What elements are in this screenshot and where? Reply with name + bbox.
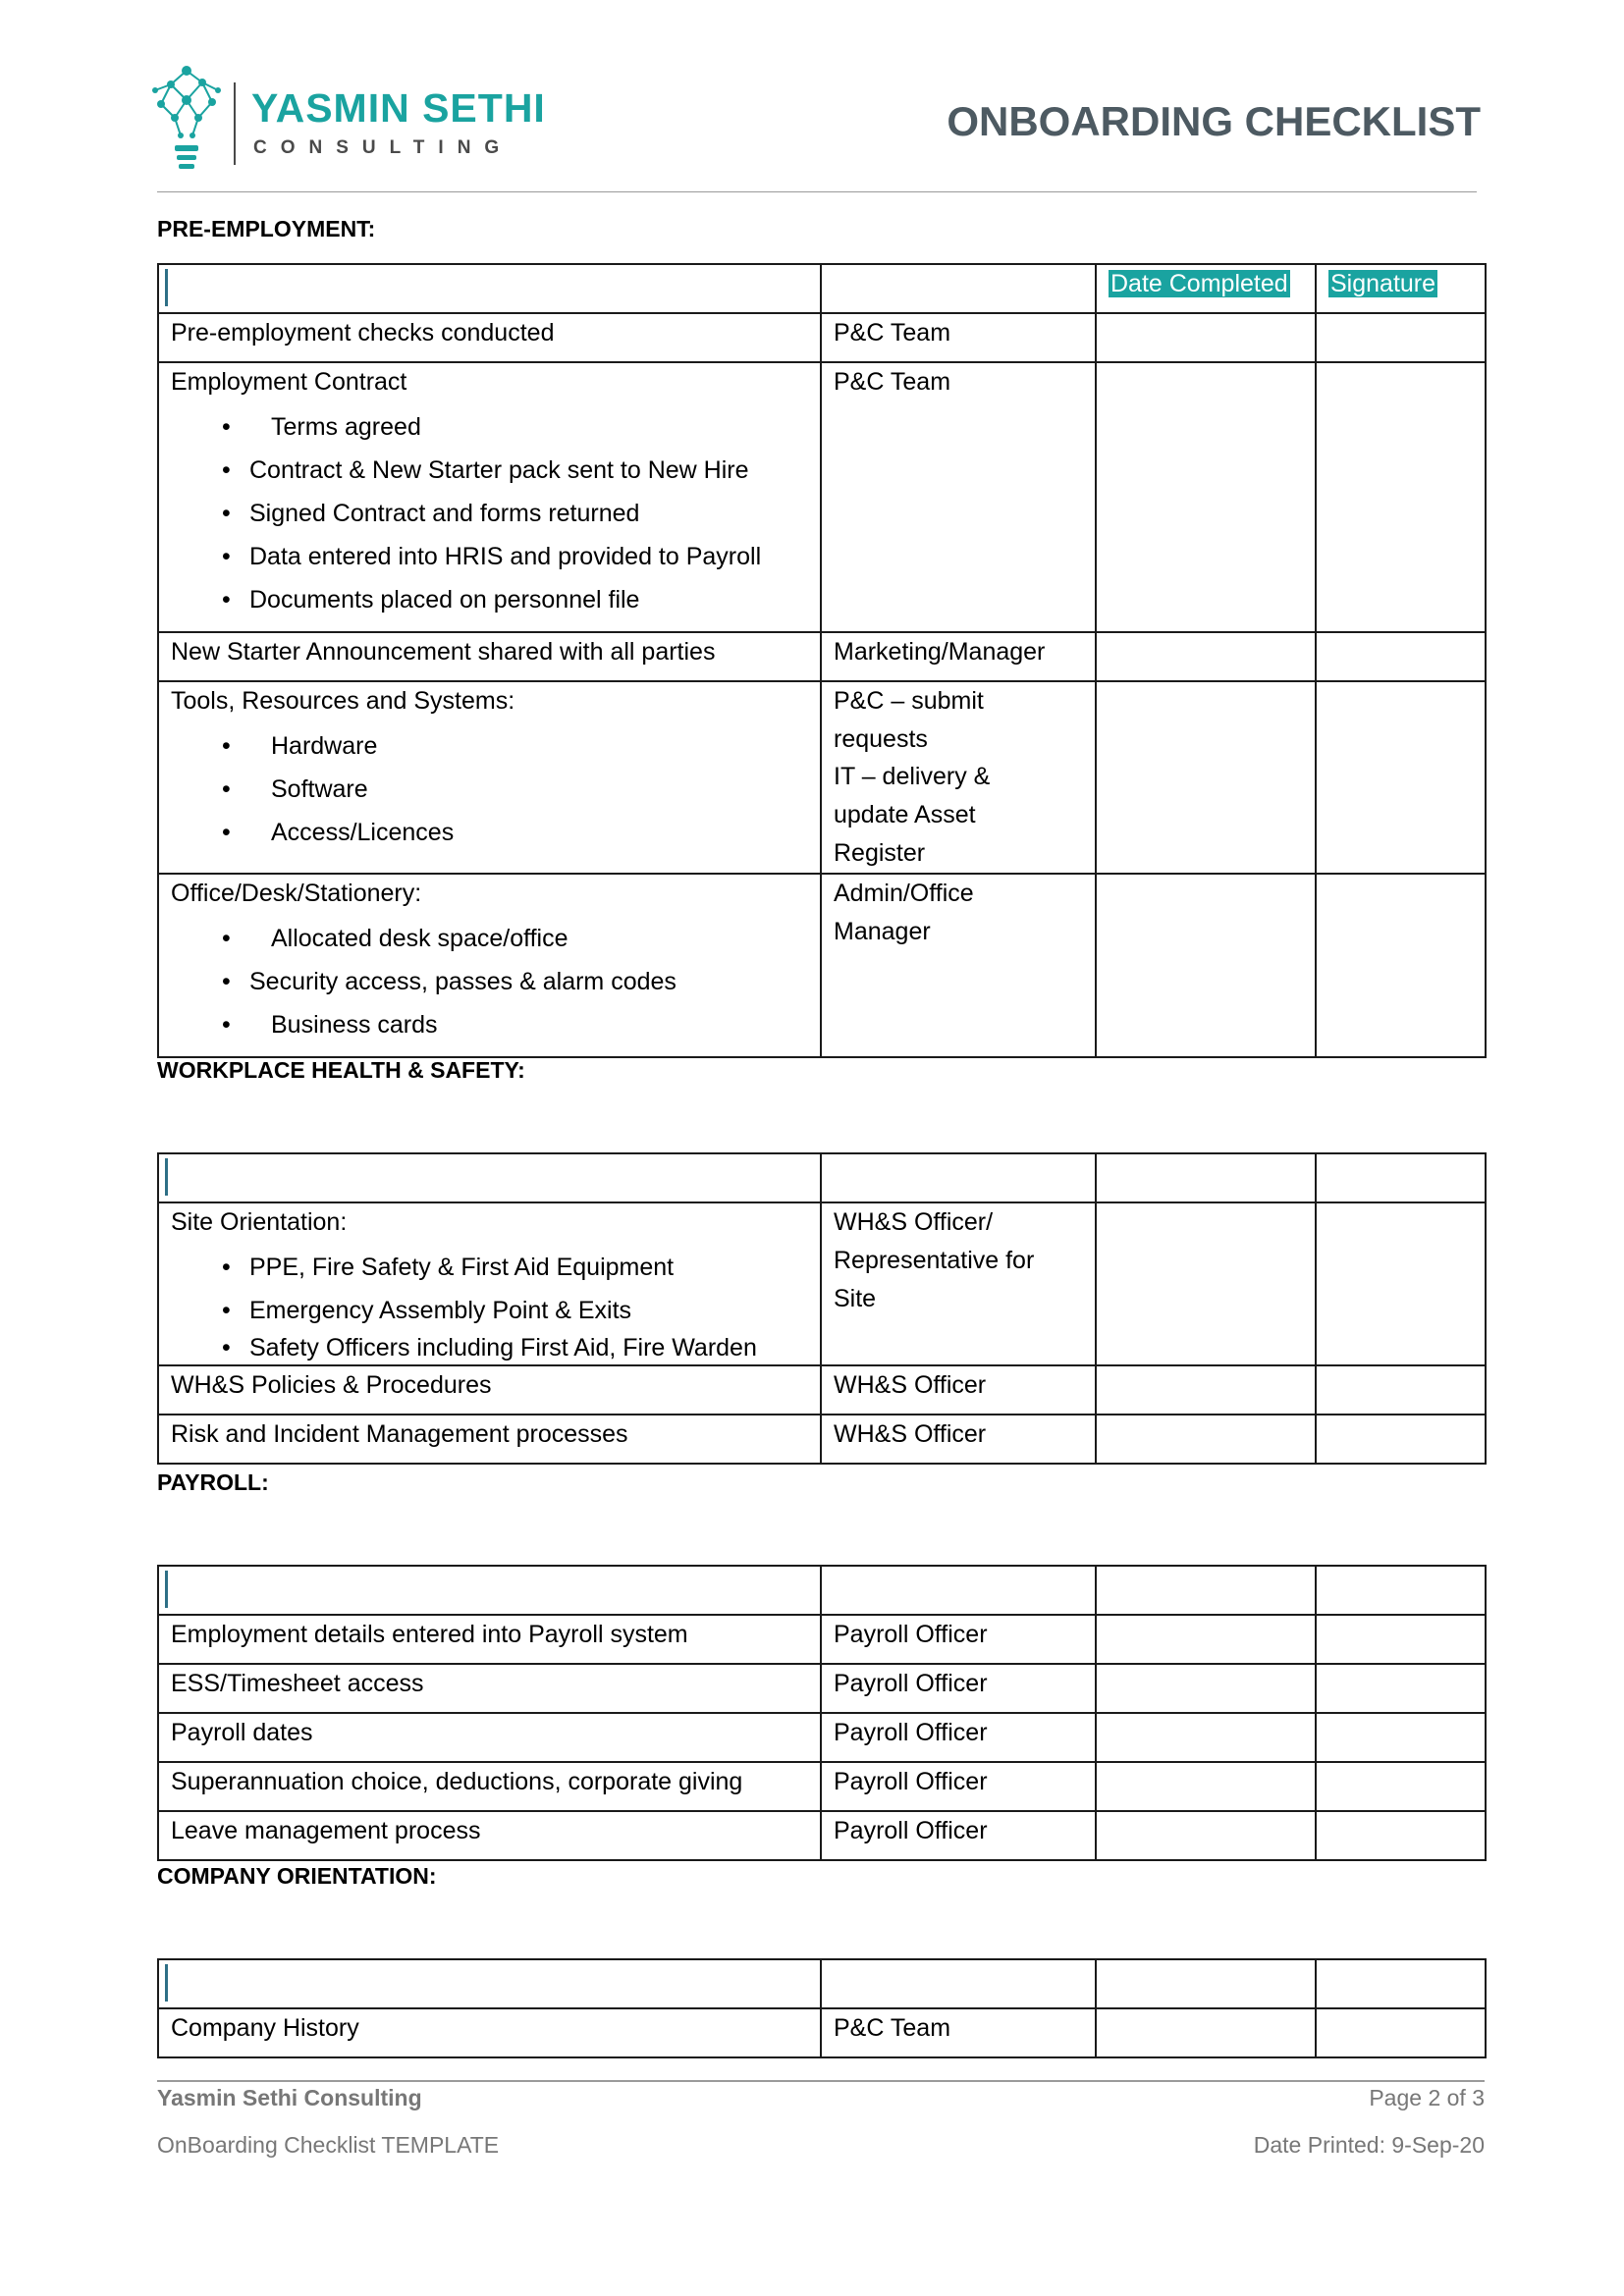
bullet-icon: • xyxy=(222,731,231,760)
signature-cell[interactable] xyxy=(1316,1415,1486,1464)
date-completed-cell[interactable] xyxy=(1096,2008,1316,2057)
list-item xyxy=(171,724,808,768)
owner-line: Representative for xyxy=(834,1246,1035,1274)
footer-page-number: Page 2 of 3 xyxy=(1369,2085,1485,2110)
table-row xyxy=(158,681,1486,874)
task-cell: ESS/Timesheet access xyxy=(158,1664,821,1713)
list-item-text: Allocated desk space/office xyxy=(271,924,568,952)
table-row xyxy=(158,1202,1486,1365)
task-cell: Payroll dates xyxy=(158,1713,821,1762)
date-completed-cell[interactable] xyxy=(1096,1762,1316,1811)
table-row xyxy=(158,1365,1486,1415)
owner-cell: Payroll Officer xyxy=(821,1811,1096,1860)
table-row xyxy=(158,1713,1486,1762)
table-row xyxy=(158,1615,1486,1664)
footer-template-name: OnBoarding Checklist TEMPLATE xyxy=(157,2132,500,2158)
company-logo xyxy=(151,61,546,187)
signature-cell[interactable] xyxy=(1316,362,1486,632)
date-completed-cell[interactable] xyxy=(1096,1365,1316,1415)
document-title: ONBOARDING CHECKLIST xyxy=(947,98,1481,144)
list-item xyxy=(171,535,808,578)
text-cursor xyxy=(165,1158,168,1196)
pre-employment-table xyxy=(157,263,1487,1058)
bullet-icon: • xyxy=(222,967,231,995)
table-row xyxy=(158,1415,1486,1464)
table-row xyxy=(158,313,1486,362)
task-cell: Risk and Incident Management processes xyxy=(158,1415,821,1464)
header-cell-task[interactable] xyxy=(158,1566,821,1615)
date-completed-cell[interactable] xyxy=(1096,1202,1316,1365)
list-item xyxy=(171,1289,808,1332)
signature-cell[interactable] xyxy=(1316,1365,1486,1415)
bullet-list xyxy=(171,405,808,621)
table-header-row xyxy=(158,264,1486,313)
bullet-icon: • xyxy=(222,1253,231,1281)
company-orientation-table xyxy=(157,1958,1487,2058)
task-cell: Superannuation choice, deductions, corporate giving xyxy=(158,1762,821,1811)
date-completed-cell[interactable] xyxy=(1096,681,1316,874)
text-cursor xyxy=(165,1571,168,1608)
list-item xyxy=(171,960,808,1003)
owner-line: Register xyxy=(834,838,926,867)
date-completed-cell[interactable] xyxy=(1096,1415,1316,1464)
list-item-text: Software xyxy=(271,774,368,803)
bullet-icon: • xyxy=(222,924,231,952)
header-cell-owner[interactable] xyxy=(821,1959,1096,2008)
owner-line: IT – delivery & xyxy=(834,763,991,791)
header-cell-owner[interactable] xyxy=(821,1153,1096,1202)
date-completed-cell[interactable] xyxy=(1096,874,1316,1057)
header-cell-signature[interactable] xyxy=(1316,264,1486,313)
header-cell-date-completed[interactable] xyxy=(1096,1959,1316,2008)
header-cell-signature[interactable] xyxy=(1316,1566,1486,1615)
task-label: Office/Desk/Stationery: xyxy=(171,879,422,907)
owner-cell xyxy=(821,874,1096,1057)
bullet-icon: • xyxy=(222,774,231,803)
list-item xyxy=(171,1003,808,1046)
signature-cell[interactable] xyxy=(1316,632,1486,681)
bullet-list xyxy=(171,1246,808,1363)
owner-cell: Payroll Officer xyxy=(821,1664,1096,1713)
signature-cell[interactable] xyxy=(1316,2008,1486,2057)
table-row xyxy=(158,1762,1486,1811)
table-header-row xyxy=(158,1153,1486,1202)
signature-cell[interactable] xyxy=(1316,874,1486,1057)
list-item xyxy=(171,1246,808,1289)
table-row xyxy=(158,2008,1486,2057)
payroll-table xyxy=(157,1565,1487,1861)
bullet-list xyxy=(171,917,808,1046)
header-cell-task[interactable] xyxy=(158,1959,821,2008)
header-cell-owner[interactable] xyxy=(821,264,1096,313)
signature-cell[interactable] xyxy=(1316,1762,1486,1811)
list-item xyxy=(171,492,808,535)
owner-line: Manager xyxy=(834,917,931,945)
signature-label: Signature xyxy=(1330,270,1436,297)
list-item-text: Hardware xyxy=(271,731,378,760)
section-heading-payroll: PAYROLL: xyxy=(157,1469,269,1495)
bullet-icon: • xyxy=(222,455,231,484)
owner-line: P&C – submit xyxy=(834,686,984,715)
bullet-icon: • xyxy=(222,585,231,614)
date-completed-cell[interactable] xyxy=(1096,1664,1316,1713)
list-item xyxy=(171,917,808,960)
logo-divider xyxy=(234,82,236,165)
list-item xyxy=(171,1332,808,1363)
section-heading-company-orientation: COMPANY ORIENTATION: xyxy=(157,1863,437,1889)
list-item-text: Signed Contract and forms returned xyxy=(249,499,640,527)
owner-cell: WH&S Officer xyxy=(821,1365,1096,1415)
list-item xyxy=(171,768,808,811)
header-cell-task[interactable] xyxy=(158,264,821,313)
footer-company: Yasmin Sethi Consulting xyxy=(157,2085,422,2110)
owner-cell xyxy=(821,681,1096,874)
task-cell: WH&S Policies & Procedures xyxy=(158,1365,821,1415)
header-cell-signature[interactable] xyxy=(1316,1153,1486,1202)
date-completed-cell[interactable] xyxy=(1096,313,1316,362)
header-cell-date-completed[interactable] xyxy=(1096,1566,1316,1615)
header-cell-date-completed[interactable] xyxy=(1096,1153,1316,1202)
table-header-row xyxy=(158,1566,1486,1615)
bullet-icon: • xyxy=(222,412,231,441)
list-item-text: Safety Officers including First Aid, Fire Warden xyxy=(249,1333,757,1362)
table-row xyxy=(158,874,1486,1057)
task-cell xyxy=(158,681,821,874)
table-header-row xyxy=(158,1959,1486,2008)
list-item-text: Security access, passes & alarm codes xyxy=(249,967,677,995)
task-cell xyxy=(158,874,821,1057)
signature-cell[interactable] xyxy=(1316,681,1486,874)
owner-cell: P&C Team xyxy=(821,2008,1096,2057)
header-divider xyxy=(157,191,1477,192)
bullet-icon: • xyxy=(222,1333,231,1362)
task-label: Tools, Resources and Systems: xyxy=(171,686,515,715)
table-row xyxy=(158,362,1486,632)
date-completed-cell[interactable] xyxy=(1096,632,1316,681)
section-heading-whs: WORKPLACE HEALTH & SAFETY: xyxy=(157,1057,525,1083)
task-label: Employment Contract xyxy=(171,368,407,396)
task-cell: Leave management process xyxy=(158,1811,821,1860)
signature-cell[interactable] xyxy=(1316,1664,1486,1713)
owner-line: update Asset xyxy=(834,801,976,828)
list-item xyxy=(171,811,808,854)
footer-divider xyxy=(157,2080,1485,2082)
bullet-icon: • xyxy=(222,1010,231,1039)
task-cell xyxy=(158,1202,821,1365)
list-item-text: Documents placed on personnel file xyxy=(249,585,640,614)
whs-table xyxy=(157,1152,1487,1465)
section-heading-pre-employment: PRE-EMPLOYMENT: xyxy=(157,216,376,241)
bullet-icon: • xyxy=(222,1296,231,1324)
bullet-icon: • xyxy=(222,499,231,527)
header-cell-task[interactable] xyxy=(158,1153,821,1202)
owner-cell: Marketing/Manager xyxy=(821,632,1096,681)
owner-line: requests xyxy=(834,724,928,753)
task-label: Site Orientation: xyxy=(171,1208,348,1236)
table-row xyxy=(158,1811,1486,1860)
task-cell: New Starter Announcement shared with all parties xyxy=(158,632,821,681)
date-completed-label: Date Completed xyxy=(1110,270,1288,297)
list-item-text: Data entered into HRIS and provided to Payroll xyxy=(249,542,762,570)
table-row xyxy=(158,1664,1486,1713)
table-row xyxy=(158,632,1486,681)
page-header xyxy=(0,0,1624,196)
task-cell: Pre-employment checks conducted xyxy=(158,313,821,362)
owner-cell: P&C Team xyxy=(821,362,1096,632)
list-item-text: Terms agreed xyxy=(271,412,421,441)
owner-cell: P&C Team xyxy=(821,313,1096,362)
date-completed-cell[interactable] xyxy=(1096,1811,1316,1860)
list-item-text: Access/Licences xyxy=(271,818,455,846)
owner-line: Site xyxy=(834,1284,877,1312)
owner-cell: Payroll Officer xyxy=(821,1762,1096,1811)
signature-cell[interactable] xyxy=(1316,313,1486,362)
owner-cell: WH&S Officer xyxy=(821,1415,1096,1464)
owner-line: Admin/Office xyxy=(834,879,974,907)
text-cursor xyxy=(165,1964,168,2002)
list-item-text: Contract & New Starter pack sent to New Hire xyxy=(249,455,749,484)
bullet-list xyxy=(171,724,808,854)
owner-cell xyxy=(821,1202,1096,1365)
list-item xyxy=(171,449,808,492)
signature-cell[interactable] xyxy=(1316,1713,1486,1762)
footer-date-printed: Date Printed: 9-Sep-20 xyxy=(1253,2132,1485,2158)
date-completed-cell[interactable] xyxy=(1096,1713,1316,1762)
header-cell-signature[interactable] xyxy=(1316,1959,1486,2008)
list-item xyxy=(171,405,808,449)
list-item-text: Business cards xyxy=(271,1010,438,1039)
header-cell-date-completed[interactable] xyxy=(1096,264,1316,313)
task-cell xyxy=(158,362,821,632)
task-cell: Company History xyxy=(158,2008,821,2057)
logo-name: YASMIN SETHI xyxy=(251,85,546,131)
signature-cell[interactable] xyxy=(1316,1202,1486,1365)
list-item-text: Emergency Assembly Point & Exits xyxy=(249,1296,632,1324)
signature-cell[interactable] xyxy=(1316,1615,1486,1664)
bullet-icon: • xyxy=(222,542,231,570)
bullet-icon: • xyxy=(222,818,231,846)
text-cursor xyxy=(165,269,168,306)
list-item-text: PPE, Fire Safety & First Aid Equipment xyxy=(249,1253,675,1281)
signature-cell[interactable] xyxy=(1316,1811,1486,1860)
date-completed-cell[interactable] xyxy=(1096,362,1316,632)
lightbulb-network-icon xyxy=(151,61,222,187)
logo-subtitle: CONSULTING xyxy=(253,137,514,158)
task-cell: Employment details entered into Payroll system xyxy=(158,1615,821,1664)
list-item xyxy=(171,578,808,621)
owner-cell: Payroll Officer xyxy=(821,1713,1096,1762)
date-completed-cell[interactable] xyxy=(1096,1615,1316,1664)
owner-cell: Payroll Officer xyxy=(821,1615,1096,1664)
header-cell-owner[interactable] xyxy=(821,1566,1096,1615)
owner-line: WH&S Officer/ xyxy=(834,1208,994,1236)
